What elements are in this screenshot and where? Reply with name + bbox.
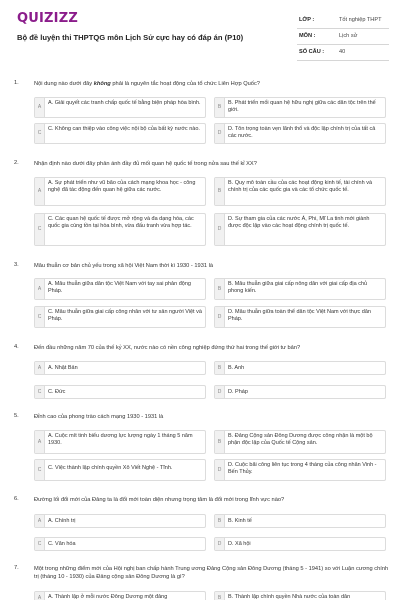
option-text: B. Thành lập chính quyền Nhà nước của toàn dân [228,594,351,600]
question-number: 1. [14,80,19,86]
option-text: A. Cuộc mít tinh biểu dương lực lượng ngày 1 tháng 5 năm 1930. [48,433,193,447]
option-text: B. Quy mô toàn cầu của các hoạt động kinh tế, tài chính và chính trị của các quốc gia và các tổ chức quốc tế. [228,180,373,194]
option-letter: D [215,460,225,480]
meta-label: LỚP : [299,17,315,23]
meta-label: MÔN : [299,33,316,39]
option-5c[interactable] [34,459,206,481]
option-text: A. Sự phát triển như vũ bão của cách mạng khoa học - công nghệ đã tác động đến quan hệ giữa các nước. [48,180,196,194]
option-4a[interactable] [34,361,206,375]
question-number: 2. [14,160,19,166]
option-letter: A [35,515,45,527]
option-7b[interactable] [214,591,386,600]
option-text: B. Phát triển mối quan hệ hữu nghị giữa các dân tộc trên thế giới. [228,100,376,114]
option-text: A. Chính trị [48,517,76,524]
option-letter: C [35,307,45,327]
option-3a[interactable] [34,278,206,300]
question-number: 3. [14,262,19,268]
question-text: Nội dung nào dưới đây không phải là nguyên tắc hoạt động của tổ chức Liên Hợp Quốc? [34,81,260,87]
option-2d[interactable] [214,213,386,246]
meta-value: Tốt nghiệp THPT [339,17,382,23]
option-text: C. Không can thiệp vào công việc nội bộ của bất kỳ nước nào. [48,126,200,132]
option-text: B. Kinh tế [228,517,252,524]
option-1a[interactable] [34,97,206,118]
option-letter: A [35,431,45,453]
option-text: D. Tôn trọng toàn vẹn lãnh thổ và độc lập chính trị của tất cả các nước. [228,126,376,140]
option-6b[interactable] [214,514,386,528]
option-2c[interactable] [34,213,206,246]
option-6d[interactable] [214,537,386,551]
option-letter: C [35,386,45,398]
question-text: Một trong những điểm mới của Hội nghị ban chấp hành Trung ương Đảng Cộng sản Đông Dương (tháng 5 - 1941) so với Luận cương chính trị (tháng 10 - 1930) của Đảng cộng sản Đông Dương là gì? [34,566,389,580]
option-letter: D [215,307,225,327]
question-text: Đường lối đổi mới của Đảng ta là đổi mới toàn diện nhưng trọng tâm là đổi mới trong lĩnh vực nào? [34,497,285,503]
option-text: B. Đảng Cộng sản Đông Dương được công nhận là một bộ phận độc lập của Quốc tế Cộng sản. [228,433,373,447]
option-letter: D [215,538,225,550]
option-text: B. Anh [228,364,245,371]
quizizz-logo: QUIZIZZ [17,11,78,26]
option-text: D. Sự tham gia của các nước Á, Phi, Mĩ La tinh mới giành được độc lập vào các hoạt động chính trị quốc tế. [228,216,370,230]
option-text: D. Xã hội [228,540,251,547]
option-letter: D [215,124,225,143]
option-letter: C [35,538,45,550]
question-text: Đến đầu những năm 70 của thế kỷ XX, nước nào có nền công nghiệp đứng thứ hai trong thế giới tư bản? [34,345,301,351]
option-letter: B [215,515,225,527]
option-text: A. Nhật Bản [48,364,78,371]
option-text: C. Việc thành lập chính quyền Xô Viết Nghệ - Tĩnh. [48,465,173,471]
option-2b[interactable] [214,177,386,206]
option-1b[interactable] [214,97,386,118]
option-text: D. Cuộc bãi công liên tục trong 4 tháng của công nhân Vinh - Bến Thủy. [228,462,377,476]
option-letter: A [35,279,45,299]
option-letter: A [35,592,45,600]
worksheet-title: Bộ đề luyện thi THPTQG môn Lịch Sử cực hay có đáp án (P10) [17,33,244,42]
option-6a[interactable] [34,514,206,528]
option-text: B. Mâu thuẫn giữa giai cấp nông dân với giai cấp địa chủ phong kiến. [228,281,368,295]
option-letter: B [215,279,225,299]
option-letter: C [35,460,45,480]
option-text: D. Mâu thuẫn giữa toàn thể dân tộc Việt Nam với thực dân Pháp. [228,309,371,323]
option-1c[interactable] [34,123,206,144]
option-text: A. Mâu thuẫn giữa dân tộc Việt Nam với tay sai phản động Pháp. [48,281,191,295]
meta-row-count [297,45,389,61]
option-4d[interactable] [214,385,386,399]
option-text: C. Các quan hệ quốc tế được mở rộng và đa dạng hóa, các quốc gia cùng tồn tại hòa bình, vừa đấu tranh vừa hợp tác. [48,216,194,230]
option-letter: B [215,592,225,600]
option-letter: B [215,431,225,453]
option-letter: A [35,98,45,117]
meta-label: SỐ CÂU : [299,49,325,55]
option-5b[interactable] [214,430,386,454]
meta-value: 40 [339,49,346,55]
question-text: Nhận định nào dưới đây phản ánh đầy đủ mối quan hệ quốc tế trong nửa sau thế kỉ XX? [34,161,257,167]
option-text: C. Đức [48,388,66,395]
option-2a[interactable] [34,177,206,206]
option-3c[interactable] [34,306,206,328]
option-text: A. Thành lập ở mỗi nước Đông Dương một đảng [48,594,168,600]
meta-value: Lịch sử [339,33,358,39]
question-number: 6. [14,496,19,502]
question-text: Đỉnh cao của phong trào cách mạng 1930 - 1931 là [34,414,164,420]
option-6c[interactable] [34,537,206,551]
meta-row-subject [297,29,389,45]
option-1d[interactable] [214,123,386,144]
question-number: 4. [14,344,19,350]
option-text: D. Pháp [228,388,248,395]
option-4c[interactable] [34,385,206,399]
option-letter: A [35,178,45,205]
option-letter: C [35,214,45,245]
question-number: 5. [14,413,19,419]
question-text: Mâu thuẫn cơ bản chủ yếu trong xã hội Việt Nam thời kì 1930 - 1931 là [34,263,214,269]
question-number: 7. [14,565,19,571]
option-5d[interactable] [214,459,386,481]
option-letter: B [215,178,225,205]
option-letter: C [35,124,45,143]
option-text: A. Giải quyết các tranh chấp quốc tế bằng biện pháp hòa bình. [48,100,201,106]
meta-row-class [297,13,389,29]
option-letter: D [215,386,225,398]
option-3b[interactable] [214,278,386,300]
option-letter: B [215,98,225,117]
worksheet-meta [297,13,389,61]
option-letter: D [215,214,225,245]
option-3d[interactable] [214,306,386,328]
option-4b[interactable] [214,361,386,375]
option-text: C. Văn hóa [48,540,76,547]
worksheet-header [0,0,400,68]
option-letter: A [35,362,45,374]
option-letter: B [215,362,225,374]
option-5a[interactable] [34,430,206,454]
emphasis-word: không [93,81,111,87]
option-text: C. Mâu thuẫn giữa giai cấp công nhân với tư sản người Việt và Pháp. [48,309,202,323]
option-7a[interactable] [34,591,206,600]
